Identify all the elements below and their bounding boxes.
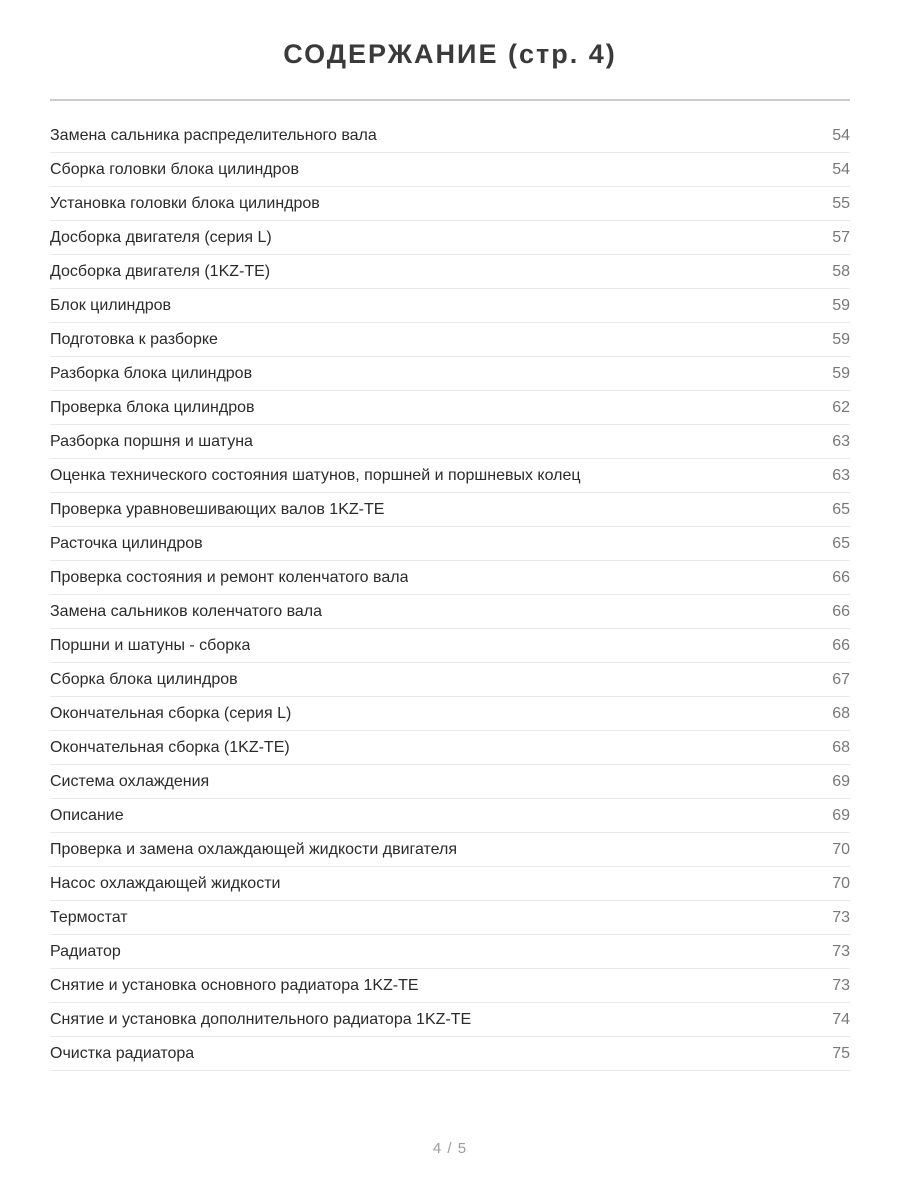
toc-row[interactable] <box>50 221 850 255</box>
toc-row[interactable] <box>50 935 850 969</box>
page-title: СОДЕРЖАНИЕ (стр. 4) <box>283 39 617 69</box>
toc-row[interactable] <box>50 765 850 799</box>
toc-row[interactable] <box>50 153 850 187</box>
toc-entry-page: 63 <box>832 432 850 450</box>
page-indicator: 4 / 5 <box>432 1140 468 1157</box>
toc-entry-page: 54 <box>832 126 850 144</box>
toc-entry-page: 59 <box>832 364 850 382</box>
toc-entry-label: Досборка двигателя (серия L) <box>50 228 272 246</box>
toc-row[interactable] <box>50 357 850 391</box>
toc-row[interactable] <box>50 493 850 527</box>
toc-entry-label: Поршни и шатуны - сборка <box>50 636 251 654</box>
toc-entry-label: Разборка поршня и шатуна <box>50 432 253 450</box>
toc-row[interactable] <box>50 527 850 561</box>
toc-row[interactable] <box>50 969 850 1003</box>
toc-row[interactable] <box>50 799 850 833</box>
title-divider <box>50 99 850 101</box>
toc-entry-page: 54 <box>832 160 850 178</box>
toc-entry-label: Термостат <box>50 908 128 926</box>
toc-entry-page: 69 <box>832 806 850 824</box>
toc-entry-label: Проверка состояния и ремонт коленчатого вала <box>50 568 409 586</box>
toc-row[interactable] <box>50 1003 850 1037</box>
toc-row[interactable] <box>50 289 850 323</box>
toc-entry-page: 65 <box>832 534 850 552</box>
toc-entry-page: 70 <box>832 874 850 892</box>
toc-row[interactable] <box>50 119 850 153</box>
toc-entry-label: Установка головки блока цилиндров <box>50 194 320 212</box>
toc-entry-page: 75 <box>832 1044 850 1062</box>
toc-row[interactable] <box>50 833 850 867</box>
toc-row[interactable] <box>50 901 850 935</box>
toc-row[interactable] <box>50 1037 850 1071</box>
toc-entry-label: Сборка головки блока цилиндров <box>50 160 299 178</box>
toc-entry-label: Проверка блока цилиндров <box>50 398 255 416</box>
toc-entry-page: 66 <box>832 602 850 620</box>
page-footer <box>0 1140 900 1157</box>
toc-row[interactable] <box>50 697 850 731</box>
toc-row[interactable] <box>50 595 850 629</box>
toc-entry-label: Расточка цилиндров <box>50 534 203 552</box>
toc-row[interactable] <box>50 187 850 221</box>
toc-entry-page: 67 <box>832 670 850 688</box>
toc-entry-label: Досборка двигателя (1KZ-TE) <box>50 262 271 280</box>
toc-entry-page: 55 <box>832 194 850 212</box>
toc-entry-page: 62 <box>832 398 850 416</box>
toc-entry-label: Очистка радиатора <box>50 1044 195 1062</box>
toc-row[interactable] <box>50 255 850 289</box>
toc-entry-page: 58 <box>832 262 850 280</box>
toc-entry-page: 69 <box>832 772 850 790</box>
toc-row[interactable] <box>50 867 850 901</box>
toc-entry-label: Радиатор <box>50 942 121 960</box>
toc-row[interactable] <box>50 731 850 765</box>
toc-entry-label: Блок цилиндров <box>50 296 172 314</box>
toc-entry-label: Оценка технического состояния шатунов, поршней и поршневых колец <box>50 466 581 484</box>
toc-entry-page: 73 <box>832 942 850 960</box>
toc-entry-label: Система охлаждения <box>50 772 210 790</box>
toc-row[interactable] <box>50 629 850 663</box>
toc-entry-label: Подготовка к разборке <box>50 330 218 348</box>
toc-row[interactable] <box>50 663 850 697</box>
toc-row[interactable] <box>50 391 850 425</box>
toc-entry-page: 68 <box>832 738 850 756</box>
toc-entry-label: Замена сальника распределительного вала <box>50 126 377 144</box>
toc-entry-page: 74 <box>832 1010 850 1028</box>
toc-entry-label: Снятие и установка дополнительного радиатора 1KZ-TE <box>50 1010 472 1028</box>
toc-row[interactable] <box>50 561 850 595</box>
toc-entry-page: 63 <box>832 466 850 484</box>
toc-entry-page: 57 <box>832 228 850 246</box>
toc-entry-page: 66 <box>832 636 850 654</box>
toc-entry-label: Окончательная сборка (серия L) <box>50 704 292 722</box>
toc-entry-label: Проверка и замена охлаждающей жидкости двигателя <box>50 840 458 858</box>
toc-entry-page: 59 <box>832 296 850 314</box>
toc-entry-page: 65 <box>832 500 850 518</box>
toc-entry-label: Насос охлаждающей жидкости <box>50 874 281 892</box>
toc-entry-label: Проверка уравновешивающих валов 1KZ-TE <box>50 500 385 518</box>
toc-list <box>50 119 850 1071</box>
header <box>0 0 900 72</box>
toc-entry-page: 68 <box>832 704 850 722</box>
toc-entry-page: 70 <box>832 840 850 858</box>
toc-entry-page: 73 <box>832 976 850 994</box>
toc-entry-label: Описание <box>50 806 124 824</box>
toc-entry-label: Снятие и установка основного радиатора 1KZ-TE <box>50 976 419 994</box>
toc-entry-page: 73 <box>832 908 850 926</box>
toc-row[interactable] <box>50 459 850 493</box>
toc-entry-label: Замена сальников коленчатого вала <box>50 602 323 620</box>
toc-entry-page: 59 <box>832 330 850 348</box>
toc-entry-label: Окончательная сборка (1KZ-TE) <box>50 738 290 756</box>
toc-entry-page: 66 <box>832 568 850 586</box>
toc-row[interactable] <box>50 323 850 357</box>
toc-entry-label: Сборка блока цилиндров <box>50 670 238 688</box>
toc-entry-label: Разборка блока цилиндров <box>50 364 253 382</box>
toc-row[interactable] <box>50 425 850 459</box>
